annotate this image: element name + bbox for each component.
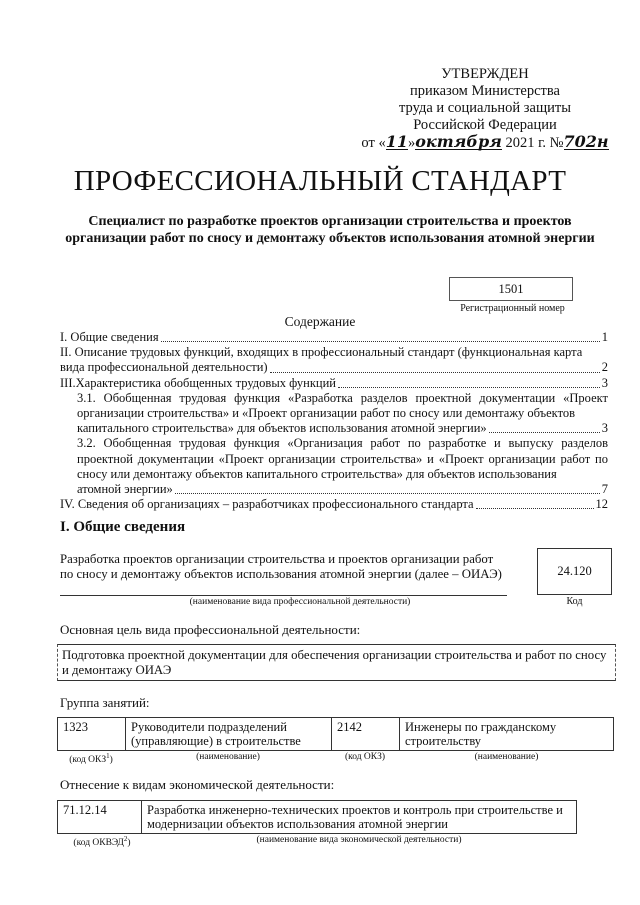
toc-entry-text: III.Характеристика обобщенных трудовых функций [60, 375, 336, 390]
okz-caption: (код ОКЗ) [344, 752, 386, 762]
document-title: ПРОФЕССИОНАЛЬНЫЙ СТАНДАРТ [73, 165, 567, 197]
toc-entry[interactable] [60, 391, 608, 437]
code-caption: Код [566, 596, 583, 607]
okz-code: 2142 [332, 718, 400, 751]
toc-entry-text: IV. Сведения об организациях – разработчиках профессионального стандарта [60, 497, 474, 512]
toc-entry-page: 3 [601, 421, 608, 436]
divider [60, 595, 507, 596]
toc-entry-text: I. Общие сведения [60, 330, 159, 344]
approval-line: Российской Федерации [413, 117, 557, 133]
activity-kind-name: Разработка проектов организации строительства и проектов организации работ по сносу и демонтажу объектов использования атомной энергии (далее – ОИАЭ) [60, 552, 502, 581]
occupation-table [57, 717, 614, 751]
date-year: 2021 г. № [505, 135, 564, 151]
approval-title: УТВЕРЖДЕН [441, 66, 529, 82]
okz-code: 1323 [58, 718, 126, 751]
name-caption: (наименование) [196, 752, 260, 762]
toc-entry-page: 2 [601, 360, 608, 375]
toc-entry[interactable] [60, 376, 608, 391]
toc-entry-text: атомной энергии» [77, 482, 173, 497]
table-of-contents [60, 330, 608, 512]
approval-block [350, 66, 620, 152]
activity-kind-caption: (наименование вида профессиональной деятельности) [189, 597, 411, 607]
activity-kind-code: 24.120 [537, 548, 612, 595]
econ-activity-table [57, 800, 577, 834]
table-row [58, 718, 614, 751]
toc-entry[interactable] [60, 330, 608, 345]
econ-activity-name: Разработка инженерно-технических проектов и контроль при строительстве и модернизации объектов использования атомной энергии [142, 801, 577, 834]
date-mid: » [407, 135, 416, 151]
goal-text: Подготовка проектной документации для обеспечения организации строительства и работ по сносу и демонтажу ОИАЭ [57, 644, 616, 681]
toc-entry-text: 3.2. Обобщенная трудовая функция «Организация работ по разработке и выпуску разделов проектной документации «Проект организации строительства» и «Проект организации работ по сносу или демонтажу объектов капитального строительства» для объектов использования [77, 436, 608, 481]
registration-label: Регистрационный номер [460, 303, 565, 314]
toc-entry[interactable] [60, 497, 608, 512]
toc-entry-text: вида профессиональной деятельности) [60, 360, 268, 375]
name-caption: (наименование) [474, 752, 539, 762]
toc-entry[interactable] [60, 436, 608, 497]
toc-entry-page: 12 [595, 497, 608, 512]
toc-heading: Содержание [284, 314, 356, 329]
econ-activity-label: Отнесение к видам экономической деятельности: [60, 777, 335, 792]
approval-line: труда и социальной защиты [399, 100, 571, 116]
okved-caption: (код ОКВЭД$^2$) [73, 835, 131, 849]
table-row [58, 801, 577, 834]
order-number: 702н [563, 132, 609, 151]
toc-entry-text: II. Описание трудовых функций, входящих в профессиональный стандарт (функциональная карта [60, 345, 583, 360]
approval-line: приказом Министерства [410, 83, 560, 99]
occupation-name: Руководители подразделений (управляющие) в строительстве [126, 718, 332, 751]
toc-entry-page: 3 [601, 375, 608, 390]
date-day: 11 [385, 132, 408, 151]
okved-code: 71.12.14 [58, 801, 142, 834]
occupation-group-label: Группа занятий: [60, 695, 150, 710]
section-heading: I. Общие сведения [60, 519, 186, 535]
goal-label: Основная цель вида профессиональной деятельности: [60, 622, 361, 637]
toc-entry-text: 3.1. Обобщенная трудовая функция «Разработка разделов проектной документации «Проект организации строительства» и «Проект организации работ по сносу или демонтажу объектов [77, 390, 608, 421]
registration-number: 1501 [449, 277, 573, 301]
occupation-name: Инженеры по гражданскому строительству [400, 718, 614, 751]
toc-entry[interactable] [60, 345, 608, 375]
okz-caption: (код ОКЗ$^1$) [69, 752, 113, 766]
toc-entry-page: 1 [601, 330, 608, 344]
date-prefix: от « [361, 135, 386, 151]
standard-name: Специалист по разработке проектов организации строительства и проектов организации работ по сносу и демонтажу объектов использования атомной энергии [65, 214, 595, 246]
approval-date [350, 134, 620, 152]
toc-entry-text: капитального строительства» для объектов использования атомной энергии» [77, 421, 487, 436]
econ-name-caption: (наименование вида экономической деятельности) [256, 835, 462, 845]
date-month: октября [415, 132, 502, 151]
toc-entry-page: 7 [601, 482, 608, 497]
